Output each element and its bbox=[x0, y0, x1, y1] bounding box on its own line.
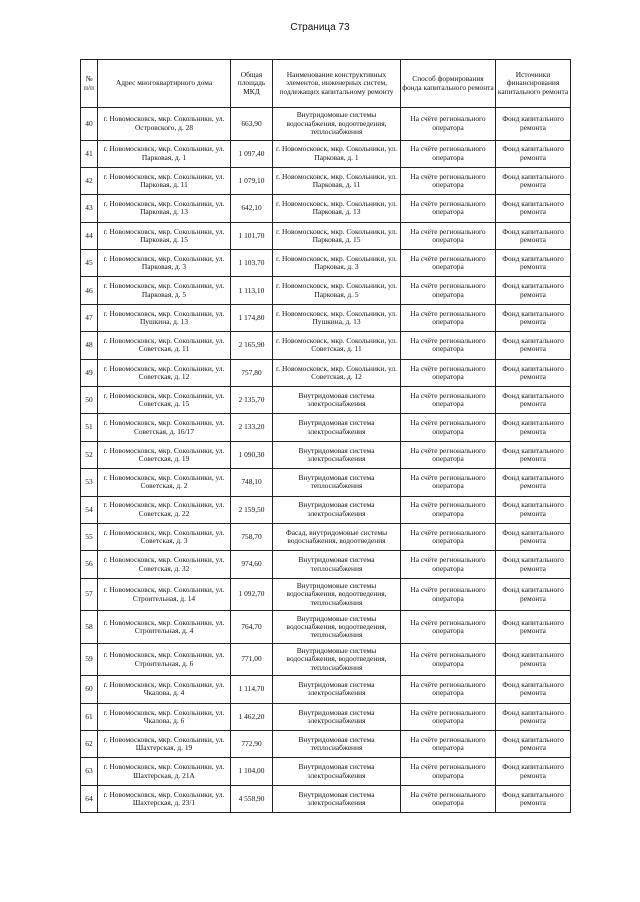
cell-source: Фонд капитального ремонта bbox=[496, 551, 571, 578]
cell-address: г. Новомосковск, мкр. Сокольники, ул. Советская, д. 32 bbox=[98, 551, 231, 578]
cell-area: 2 159,50 bbox=[231, 496, 273, 523]
cell-method: На счёте регионального оператора bbox=[401, 277, 496, 304]
cell-method: На счёте регионального оператора bbox=[401, 643, 496, 676]
cell-area: 1 104,00 bbox=[231, 758, 273, 785]
cell-area: 1 174,80 bbox=[231, 304, 273, 331]
cell-elements: г. Новомосковск, мкр. Сокольники, ул. Советская, д. 12 bbox=[273, 359, 401, 386]
cell-elements: г. Новомосковск, мкр. Сокольники, ул. Парковая, д. 1 bbox=[273, 140, 401, 167]
cell-source: Фонд капитального ремонта bbox=[496, 359, 571, 386]
cell-source: Фонд капитального ремонта bbox=[496, 140, 571, 167]
cell-method: На счёте регионального оператора bbox=[401, 578, 496, 611]
cell-address: г. Новомосковск, мкр. Сокольники, ул. Чкалова, д. 6 bbox=[98, 703, 231, 730]
table-row bbox=[81, 195, 571, 222]
cell-elements: Внутридомовая система электроснабжения bbox=[273, 703, 401, 730]
cell-method: На счёте регионального оператора bbox=[401, 304, 496, 331]
cell-address: г. Новомосковск, мкр. Сокольники, ул. Шахтерская, д. 21А bbox=[98, 758, 231, 785]
header-address: Адрес многоквартирного дома bbox=[98, 60, 231, 108]
cell-method: На счёте регионального оператора bbox=[401, 140, 496, 167]
cell-num: 49 bbox=[81, 359, 98, 386]
table-row bbox=[81, 108, 571, 141]
cell-address: г. Новомосковск, мкр. Сокольники, ул. Советская, д. 12 bbox=[98, 359, 231, 386]
header-elements: Наименование конструктивных элементов, инженерных систем, подлежащих капитальному ремонту bbox=[273, 60, 401, 108]
header-source: Источники финансирования капитального ремонта bbox=[496, 60, 571, 108]
cell-num: 64 bbox=[81, 785, 98, 812]
cell-elements: г. Новомосковск, мкр. Сокольники, ул. Советская, д. 11 bbox=[273, 332, 401, 359]
cell-source: Фонд капитального ремонта bbox=[496, 108, 571, 141]
cell-area: 1 079,10 bbox=[231, 167, 273, 194]
cell-address: г. Новомосковск, мкр. Сокольники, ул. Строительная, д. 6 bbox=[98, 643, 231, 676]
cell-source: Фонд капитального ремонта bbox=[496, 496, 571, 523]
cell-area: 757,80 bbox=[231, 359, 273, 386]
cell-elements: Внутридомовая система электроснабжения bbox=[273, 496, 401, 523]
cell-source: Фонд капитального ремонта bbox=[496, 441, 571, 468]
table-row bbox=[81, 441, 571, 468]
cell-method: На счёте регионального оператора bbox=[401, 195, 496, 222]
table-row bbox=[81, 551, 571, 578]
cell-area: 663,90 bbox=[231, 108, 273, 141]
cell-source: Фонд капитального ремонта bbox=[496, 731, 571, 758]
cell-address: г. Новомосковск, мкр. Сокольники, ул. Шахтерская, д. 19 bbox=[98, 731, 231, 758]
cell-source: Фонд капитального ремонта bbox=[496, 469, 571, 496]
cell-num: 50 bbox=[81, 387, 98, 414]
cell-method: На счёте регионального оператора bbox=[401, 469, 496, 496]
cell-address: г. Новомосковск, мкр. Сокольники, ул. Шахтерская, д. 23/1 bbox=[98, 785, 231, 812]
cell-method: На счёте регионального оператора bbox=[401, 222, 496, 249]
table-row bbox=[81, 414, 571, 441]
table-row bbox=[81, 332, 571, 359]
cell-address: г. Новомосковск, мкр. Сокольники, ул. Парковая, д. 15 bbox=[98, 222, 231, 249]
cell-area: 764,70 bbox=[231, 611, 273, 644]
cell-area: 4 558,90 bbox=[231, 785, 273, 812]
cell-area: 748,10 bbox=[231, 469, 273, 496]
table-row bbox=[81, 250, 571, 277]
cell-num: 59 bbox=[81, 643, 98, 676]
cell-area: 758,70 bbox=[231, 523, 273, 550]
cell-num: 47 bbox=[81, 304, 98, 331]
table-row bbox=[81, 578, 571, 611]
cell-num: 55 bbox=[81, 523, 98, 550]
cell-elements: г. Новомосковск, мкр. Сокольники, ул. Парковая, д. 3 bbox=[273, 250, 401, 277]
cell-address: г. Новомосковск, мкр. Сокольники, ул. Строительная, д. 4 bbox=[98, 611, 231, 644]
cell-method: На счёте регионального оператора bbox=[401, 731, 496, 758]
cell-area: 974,60 bbox=[231, 551, 273, 578]
table-row bbox=[81, 676, 571, 703]
cell-address: г. Новомосковск, мкр. Сокольники, ул. Пушкина, д. 13 bbox=[98, 304, 231, 331]
cell-method: На счёте регионального оператора bbox=[401, 611, 496, 644]
cell-num: 45 bbox=[81, 250, 98, 277]
cell-source: Фонд капитального ремонта bbox=[496, 414, 571, 441]
cell-address: г. Новомосковск, мкр. Сокольники, ул. Советская, д. 16/17 bbox=[98, 414, 231, 441]
cell-address: г. Новомосковск, мкр. Сокольники, ул. Парковая, д. 5 bbox=[98, 277, 231, 304]
table-body bbox=[81, 108, 571, 813]
cell-elements: г. Новомосковск, мкр. Сокольники, ул. Пушкина, д. 13 bbox=[273, 304, 401, 331]
cell-elements: Внутридомовая система электроснабжения bbox=[273, 387, 401, 414]
cell-num: 41 bbox=[81, 140, 98, 167]
page-title: Страница 73 bbox=[290, 22, 350, 33]
cell-method: На счёте регионального оператора bbox=[401, 414, 496, 441]
cell-address: г. Новомосковск, мкр. Сокольники, ул. Островского, д. 28 bbox=[98, 108, 231, 141]
cell-elements: Внутридомовые системы водоснабжения, водоотведения, теплоснабжения bbox=[273, 643, 401, 676]
cell-num: 40 bbox=[81, 108, 98, 141]
cell-method: На счёте регионального оператора bbox=[401, 167, 496, 194]
cell-elements: Внутридомовые системы водоснабжения, водоотведения, теплоснабжения bbox=[273, 578, 401, 611]
cell-method: На счёте регионального оператора bbox=[401, 676, 496, 703]
cell-method: На счёте регионального оператора bbox=[401, 785, 496, 812]
table-row bbox=[81, 523, 571, 550]
cell-method: На счёте регионального оператора bbox=[401, 551, 496, 578]
cell-address: г. Новомосковск, мкр. Сокольники, ул. Советская, д. 19 bbox=[98, 441, 231, 468]
cell-num: 51 bbox=[81, 414, 98, 441]
cell-num: 62 bbox=[81, 731, 98, 758]
header-num: № п/п bbox=[81, 60, 98, 108]
cell-source: Фонд капитального ремонта bbox=[496, 387, 571, 414]
cell-method: На счёте регионального оператора bbox=[401, 758, 496, 785]
cell-area: 1 090,30 bbox=[231, 441, 273, 468]
cell-area: 2 133,20 bbox=[231, 414, 273, 441]
cell-method: На счёте регионального оператора bbox=[401, 108, 496, 141]
cell-method: На счёте регионального оператора bbox=[401, 441, 496, 468]
table-row bbox=[81, 222, 571, 249]
cell-num: 58 bbox=[81, 611, 98, 644]
table-row bbox=[81, 731, 571, 758]
cell-elements: г. Новомосковск, мкр. Сокольники, ул. Парковая, д. 11 bbox=[273, 167, 401, 194]
table-row bbox=[81, 496, 571, 523]
cell-source: Фонд капитального ремонта bbox=[496, 611, 571, 644]
cell-source: Фонд капитального ремонта bbox=[496, 785, 571, 812]
table-row bbox=[81, 304, 571, 331]
cell-num: 63 bbox=[81, 758, 98, 785]
cell-elements: Внутридомовая система теплоснабжения bbox=[273, 551, 401, 578]
cell-area: 1 097,40 bbox=[231, 140, 273, 167]
table-row bbox=[81, 611, 571, 644]
table-row bbox=[81, 140, 571, 167]
cell-area: 642,10 bbox=[231, 195, 273, 222]
cell-elements: г. Новомосковск, мкр. Сокольники, ул. Парковая, д. 5 bbox=[273, 277, 401, 304]
cell-source: Фонд капитального ремонта bbox=[496, 304, 571, 331]
header-area: Общая площадь МКД bbox=[231, 60, 273, 108]
cell-source: Фонд капитального ремонта bbox=[496, 676, 571, 703]
cell-num: 46 bbox=[81, 277, 98, 304]
cell-num: 48 bbox=[81, 332, 98, 359]
table-row bbox=[81, 359, 571, 386]
cell-source: Фонд капитального ремонта bbox=[496, 758, 571, 785]
table-row bbox=[81, 758, 571, 785]
cell-address: г. Новомосковск, мкр. Сокольники, ул. Чкалова, д. 4 bbox=[98, 676, 231, 703]
cell-area: 1 462,20 bbox=[231, 703, 273, 730]
cell-elements: Внутридомовая система электроснабжения bbox=[273, 676, 401, 703]
cell-address: г. Новомосковск, мкр. Сокольники, ул. Парковая, д. 1 bbox=[98, 140, 231, 167]
cell-source: Фонд капитального ремонта bbox=[496, 250, 571, 277]
cell-elements: Внутридомовая система электроснабжения bbox=[273, 414, 401, 441]
cell-num: 56 bbox=[81, 551, 98, 578]
cell-elements: Внутридомовая система электроснабжения bbox=[273, 758, 401, 785]
cell-elements: Внутридомовая система теплоснабжения bbox=[273, 731, 401, 758]
cell-method: На счёте регионального оператора bbox=[401, 703, 496, 730]
cell-elements: Внутридомовые системы водоснабжения, водоотведения, теплоснабжения bbox=[273, 108, 401, 141]
table-row bbox=[81, 785, 571, 812]
cell-num: 43 bbox=[81, 195, 98, 222]
cell-source: Фонд капитального ремонта bbox=[496, 703, 571, 730]
cell-address: г. Новомосковск, мкр. Сокольники, ул. Советская, д. 15 bbox=[98, 387, 231, 414]
cell-method: На счёте регионального оператора bbox=[401, 250, 496, 277]
cell-num: 44 bbox=[81, 222, 98, 249]
header-method: Способ формирования фонда капитального ремонта bbox=[401, 60, 496, 108]
table-row bbox=[81, 167, 571, 194]
cell-source: Фонд капитального ремонта bbox=[496, 523, 571, 550]
cell-address: г. Новомосковск, мкр. Сокольники, ул. Парковая, д. 3 bbox=[98, 250, 231, 277]
cell-elements: Внутридомовая система электроснабжения bbox=[273, 785, 401, 812]
cell-area: 2 135,70 bbox=[231, 387, 273, 414]
cell-num: 61 bbox=[81, 703, 98, 730]
cell-area: 1 113,10 bbox=[231, 277, 273, 304]
table-row bbox=[81, 703, 571, 730]
cell-area: 772,90 bbox=[231, 731, 273, 758]
cell-source: Фонд капитального ремонта bbox=[496, 222, 571, 249]
cell-address: г. Новомосковск, мкр. Сокольники, ул. Строительная, д. 14 bbox=[98, 578, 231, 611]
cell-elements: Фасад, внутридомовые системы водоснабжения, водоотведения bbox=[273, 523, 401, 550]
table-row bbox=[81, 277, 571, 304]
table-row bbox=[81, 643, 571, 676]
cell-address: г. Новомосковск, мкр. Сокольники, ул. Парковая, д. 11 bbox=[98, 167, 231, 194]
cell-address: г. Новомосковск, мкр. Сокольники, ул. Парковая, д. 13 bbox=[98, 195, 231, 222]
cell-num: 52 bbox=[81, 441, 98, 468]
cell-area: 2 165,90 bbox=[231, 332, 273, 359]
cell-source: Фонд капитального ремонта bbox=[496, 578, 571, 611]
cell-num: 60 bbox=[81, 676, 98, 703]
cell-elements: Внутридомовая система теплоснабжения bbox=[273, 469, 401, 496]
table-row bbox=[81, 469, 571, 496]
cell-address: г. Новомосковск, мкр. Сокольники, ул. Советская, д. 22 bbox=[98, 496, 231, 523]
cell-elements: г. Новомосковск, мкр. Сокольники, ул. Парковая, д. 15 bbox=[273, 222, 401, 249]
cell-num: 57 bbox=[81, 578, 98, 611]
cell-area: 1 101,70 bbox=[231, 222, 273, 249]
table-row bbox=[81, 387, 571, 414]
cell-area: 771,00 bbox=[231, 643, 273, 676]
cell-source: Фонд капитального ремонта bbox=[496, 277, 571, 304]
table-header-row bbox=[81, 60, 571, 108]
cell-num: 53 bbox=[81, 469, 98, 496]
cell-method: На счёте регионального оператора bbox=[401, 523, 496, 550]
capital-repair-table bbox=[80, 59, 571, 813]
cell-method: На счёте регионального оператора bbox=[401, 496, 496, 523]
cell-source: Фонд капитального ремонта bbox=[496, 167, 571, 194]
cell-area: 1 092,70 bbox=[231, 578, 273, 611]
cell-elements: Внутридомовая система электроснабжения bbox=[273, 441, 401, 468]
cell-source: Фонд капитального ремонта bbox=[496, 332, 571, 359]
cell-source: Фонд капитального ремонта bbox=[496, 643, 571, 676]
cell-num: 42 bbox=[81, 167, 98, 194]
cell-method: На счёте регионального оператора bbox=[401, 332, 496, 359]
cell-address: г. Новомосковск, мкр. Сокольники, ул. Советская, д. 3 bbox=[98, 523, 231, 550]
cell-address: г. Новомосковск, мкр. Сокольники, ул. Советская, д. 11 bbox=[98, 332, 231, 359]
cell-source: Фонд капитального ремонта bbox=[496, 195, 571, 222]
cell-area: 1 114,70 bbox=[231, 676, 273, 703]
cell-address: г. Новомосковск, мкр. Сокольники, ул. Советская, д. 2 bbox=[98, 469, 231, 496]
cell-method: На счёте регионального оператора bbox=[401, 387, 496, 414]
cell-elements: Внутридомовые системы водоснабжения, водоотведения, теплоснабжения bbox=[273, 611, 401, 644]
cell-area: 1 103,70 bbox=[231, 250, 273, 277]
cell-method: На счёте регионального оператора bbox=[401, 359, 496, 386]
cell-num: 54 bbox=[81, 496, 98, 523]
cell-elements: г. Новомосковск, мкр. Сокольники, ул. Парковая, д. 13 bbox=[273, 195, 401, 222]
